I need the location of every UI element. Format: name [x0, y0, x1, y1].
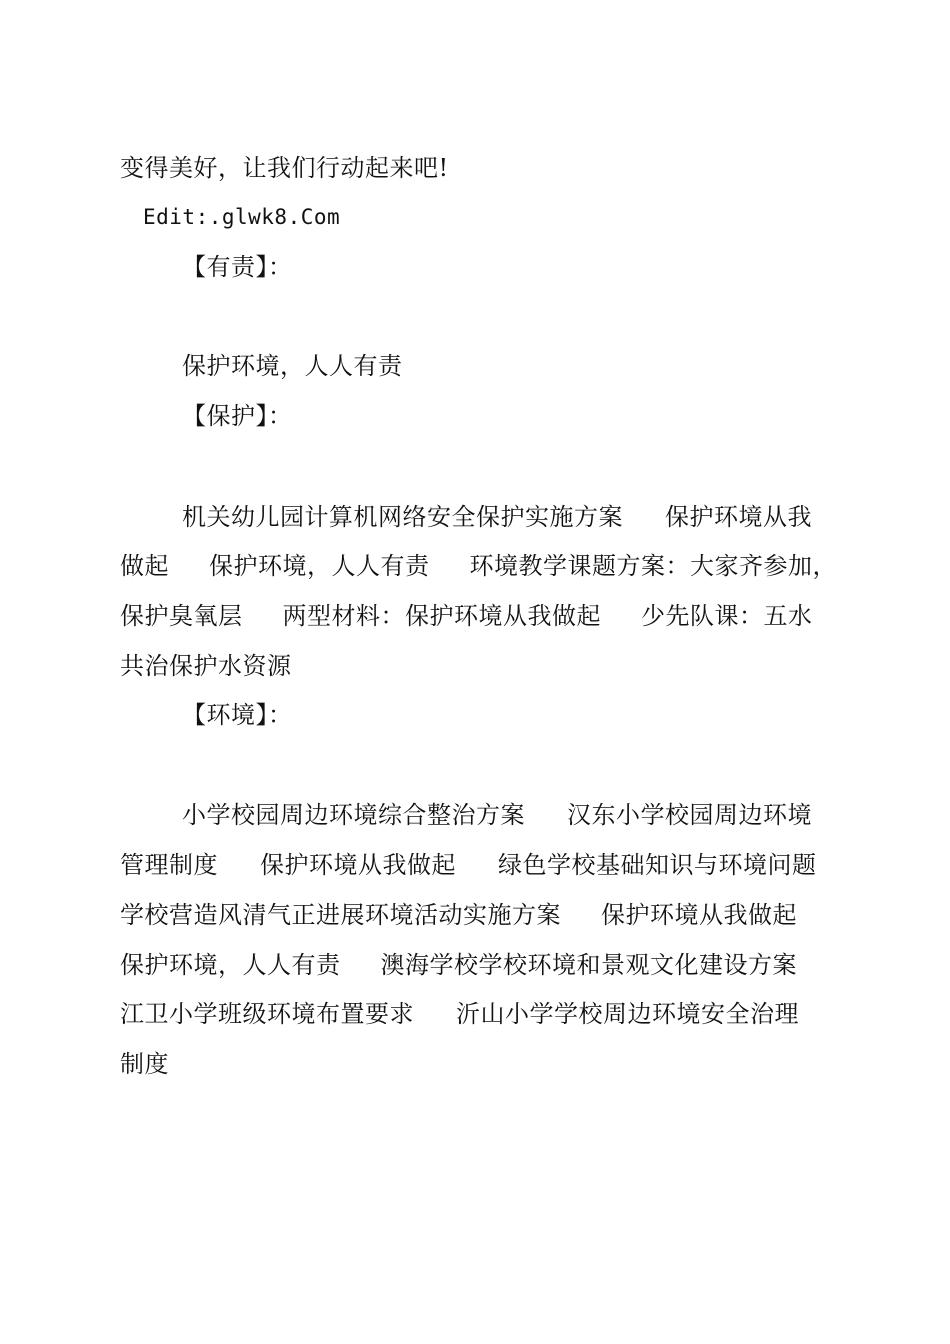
article-link[interactable]: 澳海学校学校环境和景观文化建设方案: [380, 951, 797, 979]
article-link[interactable]: 沂山小学学校周边环境安全治理: [456, 1000, 799, 1028]
article-link[interactable]: 保护环境，人人有责: [120, 951, 341, 979]
section-text-line: 保护环境，人人有责: [182, 352, 403, 380]
article-link[interactable]: 保护环境从我: [665, 503, 812, 531]
article-link[interactable]: 汉东小学校园周边环境: [567, 801, 812, 829]
article-line: [120, 850, 817, 880]
article-link[interactable]: 学校营造风清气正进展环境活动实施方案: [120, 901, 561, 929]
article-link[interactable]: 做起: [120, 552, 169, 580]
section-heading-baohu: 【保护】：: [182, 402, 293, 430]
intro-line: 变得美好，让我们行动起来吧!: [120, 154, 449, 182]
article-link[interactable]: 小学校园周边环境综合整治方案: [182, 801, 525, 829]
article-line: [120, 900, 797, 930]
article-link[interactable]: 环境教学课题方案：大家齐参加，: [469, 552, 837, 580]
article-link[interactable]: 江卫小学班级环境布置要求: [120, 1000, 414, 1028]
article-link[interactable]: 机关幼儿园计算机网络安全保护实施方案: [182, 503, 623, 531]
article-line: [120, 950, 797, 980]
article-line: [120, 999, 799, 1029]
article-link[interactable]: 保护环境，人人有责: [209, 552, 430, 580]
article-link[interactable]: 保护环境从我做起: [601, 901, 797, 929]
article-line: [120, 1049, 169, 1079]
article-link[interactable]: 保护臭氧层: [120, 602, 243, 630]
edit-line: Edit:.glwk8.Com: [143, 205, 341, 229]
article-link[interactable]: 绿色学校基础知识与环境问题: [498, 851, 817, 879]
article-link[interactable]: 保护环境从我做起: [260, 851, 456, 879]
article-line: [120, 651, 292, 681]
article-line: [182, 800, 812, 830]
section-heading-huanjing: 【环境】：: [182, 701, 293, 729]
article-line: [120, 601, 813, 631]
article-link[interactable]: 管理制度: [120, 851, 218, 879]
article-line: [120, 551, 837, 581]
section-heading-youze: 【有责】：: [182, 253, 293, 281]
article-link[interactable]: 共治保护水资源: [120, 652, 292, 680]
article-line: [182, 502, 812, 532]
article-link[interactable]: 少先队课：五水: [641, 602, 813, 630]
article-link[interactable]: 制度: [120, 1050, 169, 1078]
article-link[interactable]: 两型材料：保护环境从我做起: [282, 602, 601, 630]
